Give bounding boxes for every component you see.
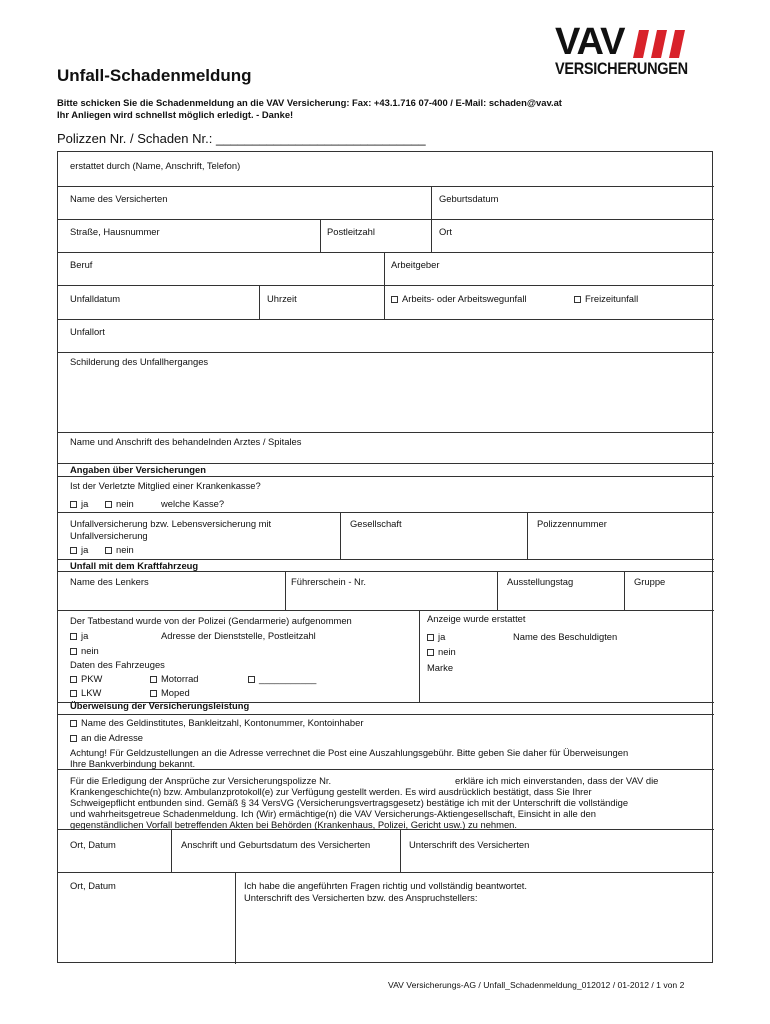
- consent-line-4: und wahrheitsgetreue Schadenmeldung. Ich (Wir) ermächtige(n) die VAV Versicherungs-Aktiengesellschaft, Einsicht in alle den: [70, 808, 596, 819]
- accident-description-field[interactable]: Schilderung des Unfallherganges: [70, 356, 209, 367]
- transfer-heading: Überweisung der Versicherungsleistung: [70, 700, 250, 711]
- checkbox-icon[interactable]: [105, 501, 112, 508]
- health-insurance-yes[interactable]: [70, 498, 88, 510]
- vehicle-brand-field[interactable]: Marke: [427, 662, 454, 673]
- consent-line-5: gegenständlichen Vorfall betreffenden Akten bei Behörden (Krankenhaus, Polizei, Gericht usw.) zu nehmen.: [70, 819, 517, 830]
- driver-name-field[interactable]: Name des Lenkers: [70, 576, 149, 587]
- report-filed-no[interactable]: [427, 646, 456, 658]
- checkbox-icon[interactable]: [427, 649, 434, 656]
- other-label: ___________: [259, 673, 317, 684]
- logo-brand: VAV: [555, 21, 625, 63]
- accident-insurance-no[interactable]: [105, 544, 134, 556]
- insured-name-field[interactable]: Name des Versicherten: [70, 193, 168, 204]
- consent-line-3: Schweigepflicht entbunden sind. Gemäß § 34 VersVG (Versicherungsvertragsgesetz) bestätige ich mit der Unterschrift die vollständige: [70, 797, 629, 808]
- leisure-accident-label: Freizeitunfall: [585, 293, 639, 304]
- checkbox-icon[interactable]: [391, 296, 398, 303]
- claim-form: [57, 151, 713, 963]
- vav-logo: [555, 21, 701, 79]
- police-report-label: Der Tatbestand wurde von der Polizei (Gendarmerie) aufgenommen: [70, 615, 352, 626]
- vehicle-other-option[interactable]: [248, 673, 316, 685]
- issue-date-field[interactable]: Ausstellungstag: [507, 576, 574, 587]
- transfer-note-line-1: Achtung! Für Geldzustellungen an die Adresse verrechnet die Post eine Auszahlungsgebühr. Bitte geben Sie daher für Überweisungen: [70, 747, 629, 758]
- work-accident-option[interactable]: [391, 293, 527, 305]
- insured-signature-field[interactable]: Unterschrift des Versicherten: [409, 839, 530, 850]
- place-date-field-2[interactable]: Ort, Datum: [70, 880, 116, 891]
- report-filed-yes[interactable]: [427, 631, 445, 643]
- bank-label: Name des Geldinstitutes, Bankleitzahl, Kontonummer, Kontoinhaber: [81, 717, 364, 728]
- car-label: PKW: [81, 673, 103, 684]
- transfer-note-line-2: Ihre Bankverbindung bekannt.: [70, 758, 196, 769]
- vehicle-heading: Unfall mit dem Kraftfahrzeug: [70, 560, 199, 571]
- work-accident-label: Arbeits- oder Arbeitswegunfall: [402, 293, 527, 304]
- report-filed-label: Anzeige wurde erstattet: [427, 613, 526, 624]
- street-field[interactable]: Straße, Hausnummer: [70, 226, 160, 237]
- page-footer: VAV Versicherungs-AG / Unfall_Schadenmeldung_012012 / 01-2012 / 1 von 2: [388, 980, 685, 990]
- checkbox-icon[interactable]: [70, 648, 77, 655]
- checkbox-icon[interactable]: [70, 633, 77, 640]
- checkbox-icon[interactable]: [427, 634, 434, 641]
- leisure-accident-option[interactable]: [574, 293, 638, 305]
- yes-label: ja: [438, 631, 446, 642]
- place-date-field-1[interactable]: Ort, Datum: [70, 839, 116, 850]
- checkbox-icon[interactable]: [70, 676, 77, 683]
- insurance-heading: Angaben über Versicherungen: [70, 464, 206, 475]
- page-title: Unfall-Schadenmeldung: [57, 66, 252, 85]
- no-label: nein: [116, 498, 134, 509]
- doctor-field[interactable]: Name und Anschrift des behandelnden Arztes / Spitales: [70, 436, 302, 447]
- checkbox-icon[interactable]: [70, 690, 77, 697]
- checkbox-icon[interactable]: [248, 676, 255, 683]
- yes-label: ja: [81, 544, 89, 555]
- claimant-signature-field[interactable]: Unterschrift des Versicherten bzw. des Anspruchstellers:: [244, 892, 478, 903]
- checkbox-icon[interactable]: [70, 501, 77, 508]
- address-birth-field[interactable]: Anschrift und Geburtsdatum des Versicherten: [181, 839, 371, 850]
- intro-line-1: Bitte schicken Sie die Schadenmeldung an die VAV Versicherung: Fax: +43.1.716 07-400 / E-Mail: schaden@vav.at: [57, 97, 562, 108]
- postcode-field[interactable]: Postleitzahl: [327, 226, 375, 237]
- checkbox-icon[interactable]: [70, 735, 77, 742]
- accident-insurance-yes[interactable]: [70, 544, 88, 556]
- truck-label: LKW: [81, 687, 102, 698]
- checkbox-icon[interactable]: [70, 547, 77, 554]
- license-group-field[interactable]: Gruppe: [634, 576, 666, 587]
- police-report-no[interactable]: [70, 645, 99, 657]
- policy-number-cell[interactable]: Polizzennummer: [537, 518, 607, 529]
- vehicle-data-label: Daten des Fahrzeuges: [70, 659, 165, 670]
- checkbox-icon[interactable]: [150, 690, 157, 697]
- employer-field[interactable]: Arbeitgeber: [391, 259, 440, 270]
- police-address-field[interactable]: Adresse der Dienststelle, Postleitzahl: [161, 630, 316, 641]
- health-insurance-no[interactable]: [105, 498, 134, 510]
- address-label: an die Adresse: [81, 732, 144, 743]
- consent-line-1b: erkläre ich mich einverstanden, dass der VAV die: [455, 775, 659, 786]
- license-number-field[interactable]: Führerschein - Nr.: [291, 576, 367, 587]
- address-transfer-option[interactable]: [70, 732, 143, 744]
- reporter-field[interactable]: erstattet durch (Name, Anschrift, Telefon): [70, 160, 241, 171]
- vehicle-car-option[interactable]: [70, 673, 102, 685]
- moped-label: Moped: [161, 687, 190, 698]
- accident-date-field[interactable]: Unfalldatum: [70, 293, 121, 304]
- no-label: nein: [438, 646, 456, 657]
- bank-transfer-option[interactable]: [70, 717, 363, 729]
- policy-number-field[interactable]: Polizzen Nr. / Schaden Nr.: _____________________________: [57, 131, 426, 146]
- accident-insurance-label: Unfallversicherung bzw. Lebensversicherung mit Unfallversicherung: [70, 518, 272, 541]
- checkbox-icon[interactable]: [574, 296, 581, 303]
- checkbox-icon[interactable]: [70, 720, 77, 727]
- accident-location-field[interactable]: Unfallort: [70, 326, 105, 337]
- consent-line-1a: Für die Erledigung der Ansprüche zur Versicherungspolizze Nr.: [70, 775, 332, 786]
- vehicle-truck-option[interactable]: [70, 687, 101, 699]
- no-label: nein: [116, 544, 134, 555]
- vehicle-moped-option[interactable]: [150, 687, 190, 699]
- time-field[interactable]: Uhrzeit: [267, 293, 297, 304]
- company-field[interactable]: Gesellschaft: [350, 518, 402, 529]
- no-label: nein: [81, 645, 99, 656]
- birthdate-field[interactable]: Geburtsdatum: [439, 193, 499, 204]
- consent-line-2: Krankengeschichte(n) bzw. Ambulanzprotokoll(e) zur Verfügung gestellt werden. Es wird ausdrücklich bestätigt, dass Sie Ihrer: [70, 786, 592, 797]
- health-insurance-question: Ist der Verletzte Mitglied einer Krankenkasse?: [70, 480, 261, 491]
- which-insurance-field[interactable]: welche Kasse?: [161, 498, 225, 509]
- checkbox-icon[interactable]: [150, 676, 157, 683]
- checkbox-icon[interactable]: [105, 547, 112, 554]
- intro-text: [57, 97, 562, 121]
- motorbike-label: Motorrad: [161, 673, 199, 684]
- city-field[interactable]: Ort: [439, 226, 453, 237]
- intro-line-2: Ihr Anliegen wird schnellst möglich erledigt. - Danke!: [57, 109, 294, 120]
- logo-subbrand: VERSICHERUNGEN: [555, 60, 688, 79]
- confirm-line-1: Ich habe die angeführten Fragen richtig und vollständig beantwortet.: [244, 880, 527, 891]
- police-report-yes[interactable]: [70, 630, 88, 642]
- logo-stripes-icon: [633, 30, 699, 58]
- vehicle-motorbike-option[interactable]: [150, 673, 199, 685]
- accused-name-field[interactable]: Name des Beschuldigten: [513, 631, 618, 642]
- job-field[interactable]: Beruf: [70, 259, 93, 270]
- yes-label: ja: [81, 498, 89, 509]
- yes-label: ja: [81, 630, 89, 641]
